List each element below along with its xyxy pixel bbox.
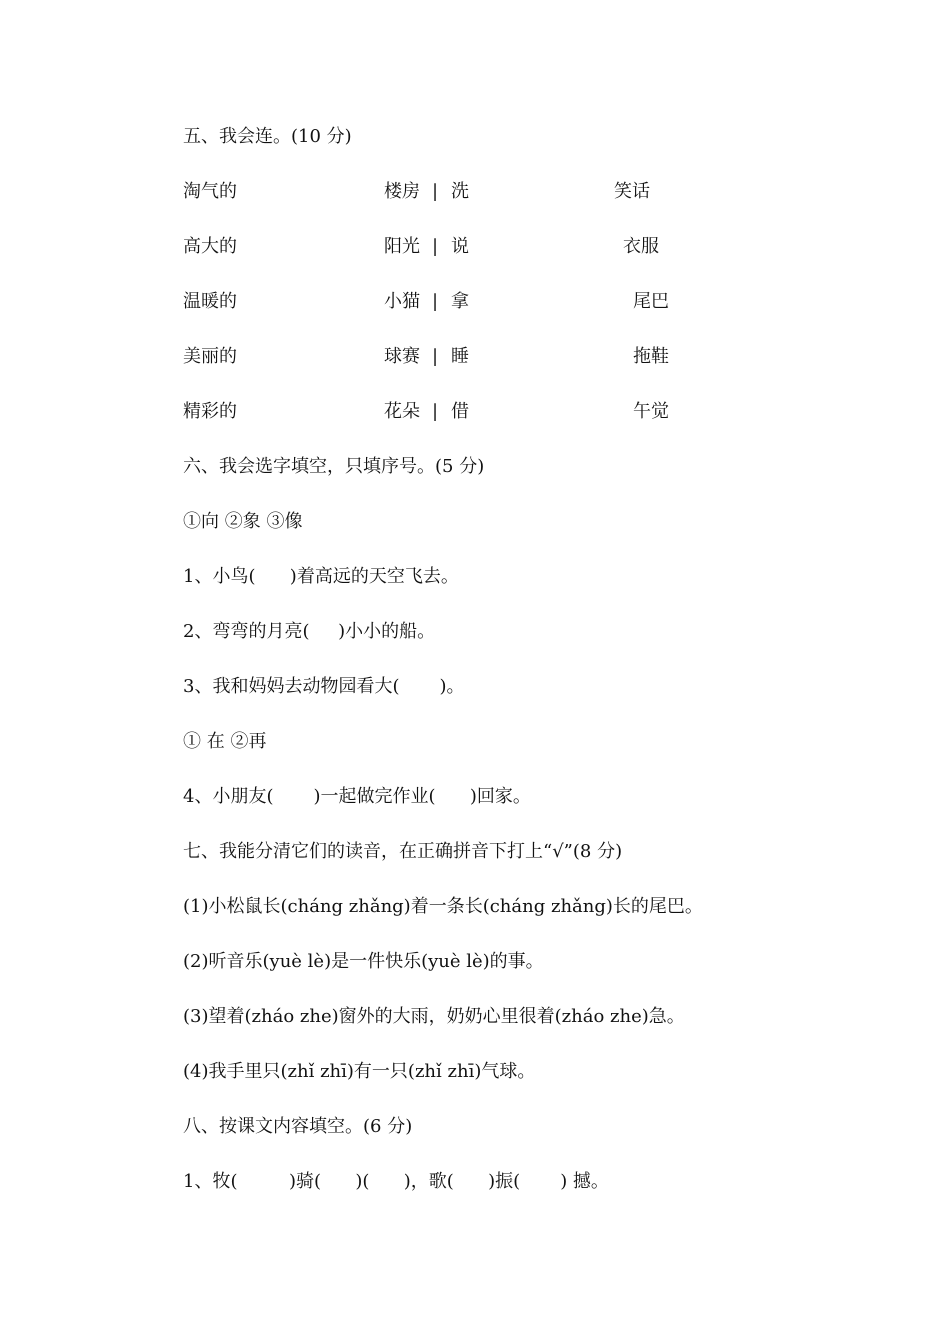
match-obj-3: 尾巴 bbox=[633, 291, 669, 312]
match-verb-4: 睡 bbox=[451, 346, 469, 367]
section6-options-2: ① 在 ②再 bbox=[183, 731, 267, 752]
match-noun-3: 小猫 bbox=[384, 291, 420, 312]
match-separator-3: | bbox=[432, 291, 439, 312]
section6-title: 六、我会选字填空，只填序号。(5 分) bbox=[183, 456, 485, 477]
section7-question-2: (2)听音乐(yuè lè)是一件快乐(yuè lè)的事。 bbox=[183, 951, 544, 972]
match-obj-5: 午觉 bbox=[633, 401, 669, 422]
match-obj-4: 拖鞋 bbox=[633, 346, 669, 367]
match-noun-1: 楼房 bbox=[384, 181, 420, 202]
section6-options-1: ①向 ②象 ③像 bbox=[183, 511, 303, 532]
match-verb-5: 借 bbox=[451, 401, 469, 422]
section8-question-1: 1、牧( )骑( )( )，歌( )振( ) 撼。 bbox=[183, 1171, 609, 1192]
section6-question-2: 2、弯弯的月亮( )小小的船。 bbox=[183, 621, 436, 642]
match-obj-2: 衣服 bbox=[623, 236, 659, 257]
match-verb-2: 说 bbox=[451, 236, 469, 257]
match-noun-5: 花朵 bbox=[384, 401, 420, 422]
match-verb-1: 洗 bbox=[451, 181, 469, 202]
match-noun-2: 阳光 bbox=[384, 236, 420, 257]
match-adj-3: 温暖的 bbox=[183, 291, 237, 312]
match-separator-4: | bbox=[432, 346, 439, 367]
match-separator-1: | bbox=[432, 181, 439, 202]
section6-question-3: 3、我和妈妈去动物园看大( )。 bbox=[183, 676, 465, 697]
match-adj-1: 淘气的 bbox=[183, 181, 237, 202]
section6-question-4: 4、小朋友( )一起做完作业( )回家。 bbox=[183, 786, 531, 807]
section7-question-3: (3)望着(zháo zhe)窗外的大雨，奶奶心里很着(zháo zhe)急。 bbox=[183, 1006, 685, 1027]
section5-title: 五、我会连。(10 分) bbox=[183, 126, 352, 147]
section6-question-1: 1、小鸟( )着高远的天空飞去。 bbox=[183, 566, 459, 587]
match-separator-2: | bbox=[432, 236, 439, 257]
match-adj-2: 高大的 bbox=[183, 236, 237, 257]
match-noun-4: 球赛 bbox=[384, 346, 420, 367]
match-adj-5: 精彩的 bbox=[183, 401, 237, 422]
section7-title: 七、我能分清它们的读音，在正确拼音下打上“√”(8 分) bbox=[183, 841, 623, 862]
section8-title: 八、按课文内容填空。(6 分) bbox=[183, 1116, 413, 1137]
section7-question-1: (1)小松鼠长(cháng zhǎng)着一条长(cháng zhǎng)长的尾巴。 bbox=[183, 896, 703, 917]
match-adj-4: 美丽的 bbox=[183, 346, 237, 367]
match-verb-3: 拿 bbox=[451, 291, 469, 312]
section7-question-4: (4)我手里只(zhǐ zhī)有一只(zhǐ zhī)气球。 bbox=[183, 1061, 536, 1082]
match-separator-5: | bbox=[432, 401, 439, 422]
match-obj-1: 笑话 bbox=[614, 181, 650, 202]
